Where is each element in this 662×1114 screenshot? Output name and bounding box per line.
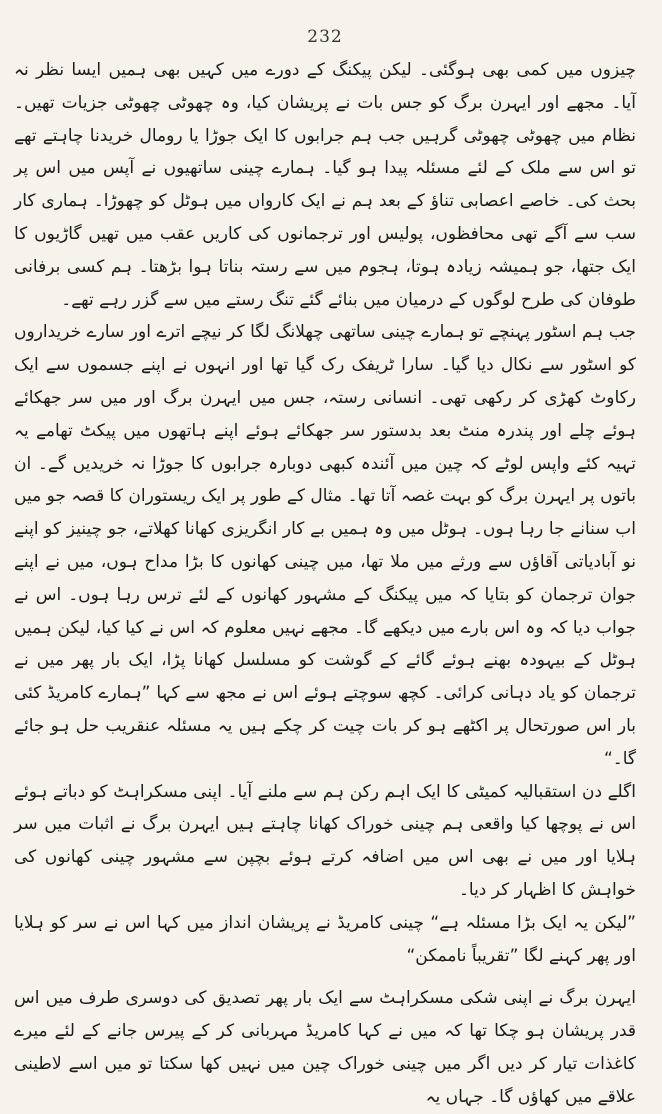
paragraph-5: ایہرن برگ نے اپنی شکی مسکراہٹ سے ایک بار پھر تصدیق کی دوسری طرف میں اس قدر پریشان ہو چکا تھا کہ میں نے کہا کامریڈ مہربانی کر کے پیرس جانے کے لئے میرے کاغذات تیار کر دیں اگر میں چینی خوراک چین میں نہیں کھا سکتا تو میں اسے لاطینی علاقے میں کھاؤں گا۔ جہاں یہ <box>14 988 636 1107</box>
paragraph-3: اگلے دن استقبالیہ کمیٹی کا ایک اہم رکن ہم سے ملنے آیا۔ اپنی مسکراہٹ کو دباتے ہوئے اس نے پوچھا کیا واقعی ہم چینی خوراک کھانا چاہتے ہیں ایہرن برگ نے اثبات میں سر ہلایا اور میں نے بھی اس میں اضافہ کرتے ہوئے بچپن سے مشہور چینی کھانوں کی خواہش کا اظہار کر دیا۔ <box>14 781 636 900</box>
page-number: 232 <box>307 27 343 47</box>
paragraph-2: جب ہم اسٹور پہنچے تو ہمارے چینی ساتھی چھلانگ لگا کر نیچے اترے اور سارے خریداروں کو اسٹور سے نکال دیا گیا۔ سارا ٹریفک رک گیا تھا اور انہوں نے اپنے جسموں سے ایک رکاوٹ کھڑی کر رکھی تھی۔ انسانی رستہ، جس میں ایہرن برگ اور میں سر جھکائے ہوئے چلے اور پندرہ منٹ بعد بدستور سر جھکائے ہوئے اپنے ہاتھوں میں پیکٹ تھامے یہ تہیہ کئے واپس لوٹے کہ چین میں آئندہ کبھی دوبارہ جرابوں کا جوڑا نہ خریدیں گے۔ ان باتوں پر ایہرن برگ کو بہت غصہ آتا تھا۔ مثال کے طور پر ایک ریستوران کا قصہ جو میں اب سنانے جا رہا ہوں۔ ہوٹل میں وہ ہمیں بے کار انگریزی کھانا کھلاتے، جو چینیز کو اپنے نو آبادیاتی آقاؤں سے ورثے میں ملا تھا، میں چینی کھانوں کا بڑا مداح ہوں، میں نے اپنے جوان ترجمان کو بتایا کہ میں پیکنگ کے مشہور کھانوں کے لئے ترس رہا ہوں۔ اس نے جواب دیا کہ وہ اس بارے میں دیکھے گا۔ مجھے نہیں معلوم کہ اس نے کیا کیا، لیکن ہمیں ہوٹل کے بیہودہ بھنے ہوئے گائے کے گوشت کو مسلسل کھانا پڑا، ایک بار پھر میں نے ترجمان کو یاد دہانی کرائی۔ کچھ سوچتے ہوئے اس نے مجھ سے کہا ”ہمارے کامریڈ کئی بار اس صورتحال پر اکٹھے ہو کر بات چیت کر چکے ہیں یہ مسئلہ عنقریب حل ہو جائے گا۔“ <box>14 322 636 769</box>
paragraph-1: چیزوں میں کمی بھی ہوگئی۔ لیکن پیکنگ کے دورے میں کہیں بھی ہمیں ایسا نظر نہ آیا۔ مجھے اور ایہرن برگ کو جس بات نے پریشان کیا، وہ چھوٹی چھوٹی جزیات تھیں۔ نظام میں چھوٹی چھوٹی گرہیں جب ہم جرابوں کا ایک جوڑا یا رومال خریدنا چاہتے تھے تو اس سے ملک کے لئے مسئلہ پیدا ہو گیا۔ ہمارے چینی ساتھیوں نے آپس میں اس پر بحث کی۔ خاصے اعصابی تناؤ کے بعد ہم نے ایک کارواں میں ہوٹل کو چھوڑا۔ ہماری کار سب سے آگے تھی محافظوں، پولیس اور ترجمانوں کی کاریں عقب میں تھیں گاڑیوں کا ایک جتھا، جو ہمیشہ زیادہ ہوتا، ہجوم میں سے رستہ بناتا ہوا بڑھتا۔ ہم کسی برفانی طوفان کی طرح لوگوں کے درمیان میں بنائے گئے تنگ رستے میں سے گزر رہے تھے۔ <box>14 60 636 310</box>
body-text <box>14 54 636 1114</box>
paragraph-4: ”لیکن یہ ایک بڑا مسئلہ ہے“ چینی کامریڈ نے پریشان انداز میں کہا اس نے سر کو ہلایا اور پھر کہنے لگا ”تقریباً ناممکن“ <box>14 912 636 966</box>
